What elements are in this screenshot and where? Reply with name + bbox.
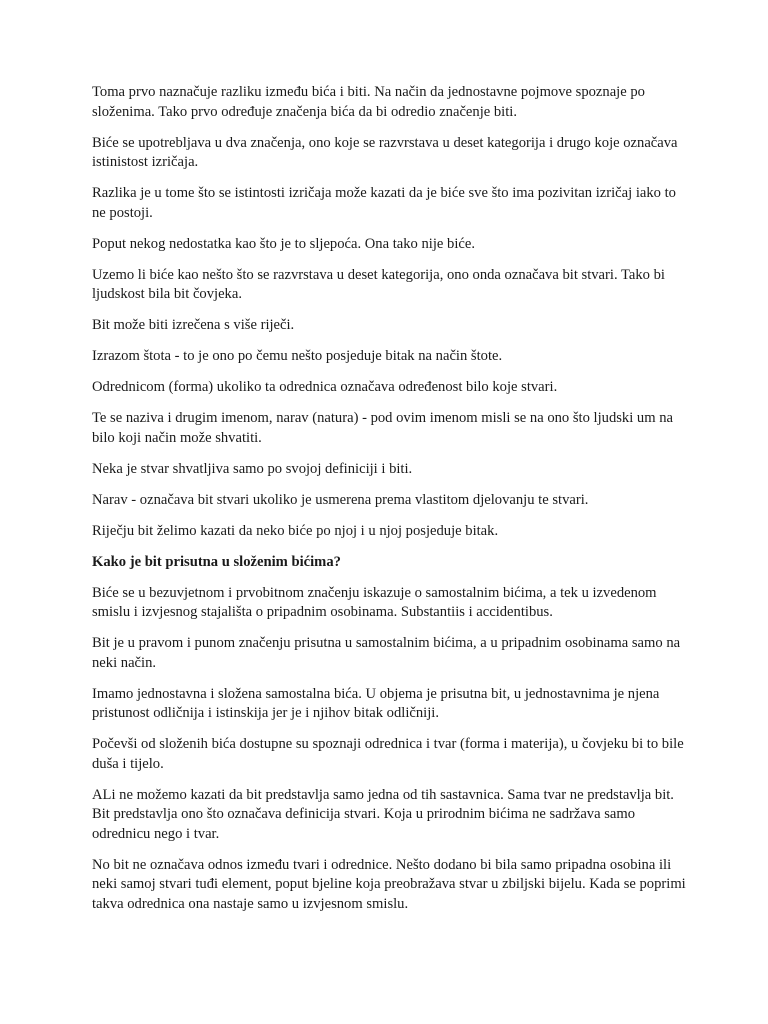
- paragraph: Razlika je u tome što se istintosti izričaja može kazati da je biće sve što ima pozivitan izričaj iako to ne postoji.: [92, 185, 676, 221]
- paragraph: Toma prvo naznačuje razliku između bića i biti. Na način da jednostavne pojmove spoznaje po složenima. Tako prvo određuje značenja bića da bi odredio značenje biti.: [92, 84, 645, 120]
- paragraph: Bit može biti izrečena s više riječi.: [92, 317, 295, 333]
- paragraph: Riječju bit želimo kazati da neko biće po njoj i u njoj posjeduje bitak.: [92, 522, 499, 539]
- paragraph: Počevši od složenih bića dostupne su spoznaji odrednica i tvar (forma i materija), u čovjeku bi to bile duša i tijelo.: [92, 736, 684, 772]
- paragraph: Izrazom štota - to je ono po čemu nešto posjeduje bitak na način štote.: [92, 348, 503, 364]
- paragraph: Te se naziva i drugim imenom, narav (natura) - pod ovim imenom misli se na ono što ljudski um na bilo koji način može shvatiti.: [92, 410, 673, 446]
- paragraph: Imamo jednostavna i složena samostalna bića. U objema je prisutna bit, u jednostavnima je njena pristunost odličnija i istinskija jer je i njihov bitak odličniji.: [92, 685, 660, 721]
- paragraph: ALi ne možemo kazati da bit predstavlja samo jedna od tih sastavnica. Sama tvar ne predstavlja bit. Bit predstavlja ono što označava definicija stvari. Koja u prirodnim bićima ne sadržava samo odrednicu nego i tvar.: [92, 786, 674, 842]
- paragraph: Poput nekog nedostatka kao što je to sljepoća. Ona tako nije biće.: [92, 235, 475, 252]
- section-heading: Kako je bit prisutna u složenim bićima?: [92, 553, 341, 570]
- paragraph: No bit ne označava odnos između tvari i odrednice. Nešto dodano bi bila samo pripadna osobina ili neki samoj stvari tuđi element, poput bjeline koja preobražava stvar u zbiljski bijelu. Kada se poprimi takva odrednica ona nastaje samo u izvjesnom smislu.: [92, 856, 686, 912]
- paragraph: Bit je u pravom i punom značenju prisutna u samostalnim bićima, a u pripadnim osobinama samo na neki način.: [92, 635, 681, 671]
- paragraph: Uzemo li biće kao nešto što se razvrstava u deset kategorija, ono onda označava bit stvari. Tako bi ljudskost bila bit čovjeka.: [92, 266, 665, 302]
- paragraph: Narav - označava bit stvari ukoliko je usmerena prema vlastitom djelovanju te stvari.: [92, 491, 589, 508]
- document-body: [92, 83, 692, 926]
- paragraph: Neka je stvar shvatljiva samo po svojoj definiciji i biti.: [92, 460, 413, 477]
- paragraph: Odrednicom (forma) ukoliko ta odrednica označava određenost bilo koje stvari.: [92, 379, 558, 395]
- paragraph: Biće se u bezuvjetnom i prvobitnom značenju iskazuje o samostalnim bićima, a tek u izvedenom smislu i izvjesnog stajališta o pripadnim osobinama. Substantiis i accidentibus.: [92, 584, 657, 620]
- paragraph: Biće se upotrebljava u dva značenja, ono koje se razvrstava u deset kategorija i drugo koje označava istinistost izričaja.: [92, 134, 678, 170]
